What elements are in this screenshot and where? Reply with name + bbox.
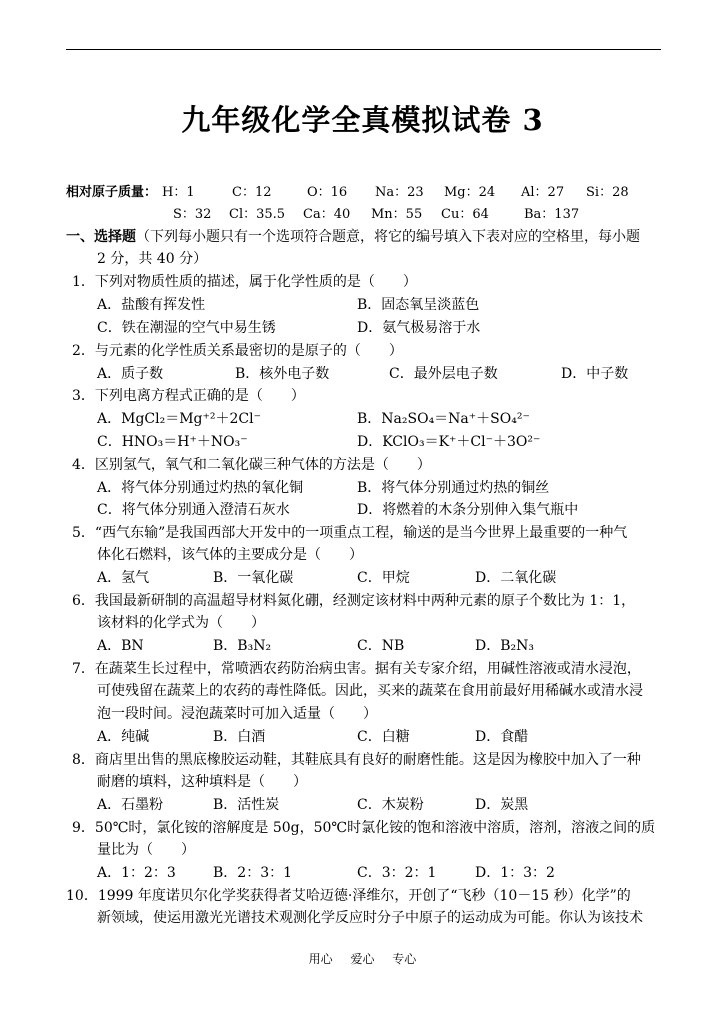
- question-2-stem: 2．与元素的化学性质关系最密切的是原子的（ ）: [72, 343, 403, 359]
- section-instruction: （下列每小题只有一个选项符合题意，将它的编号填入下表对应的空格里，每小题: [136, 229, 640, 245]
- atomic-mass-c: C：12: [232, 185, 272, 200]
- question-6-option-d: D．B₂N₃: [475, 638, 534, 654]
- question-7-stem-line3: 泡一段时间。浸泡蔬菜时可加入适量（ ）: [97, 706, 377, 722]
- atomic-mass-ca: Ca：40: [303, 207, 351, 222]
- question-8-option-c: C．木炭粉: [357, 797, 424, 813]
- atomic-mass-al: Al：27: [521, 185, 565, 200]
- question-7-stem-line2: 可使残留在蔬菜上的农药的毒性降低。因此，买来的蔬菜在食用前最好用稀碱水或清水浸: [97, 683, 643, 699]
- question-3-stem: 3．下列电离方程式正确的是（ ）: [72, 388, 305, 404]
- question-3-option-d: D．KClO₃＝K⁺＋Cl⁻＋3O²⁻: [357, 434, 541, 450]
- page-title: 九年级化学全真模拟试卷 3: [181, 103, 544, 137]
- question-6-option-c: C．NB: [357, 638, 405, 654]
- question-6-option-b: B．B₃N₂: [213, 638, 272, 654]
- question-4-option-a: A．将气体分别通过灼热的氧化铜: [97, 480, 304, 496]
- question-9-stem-line1: 9．50℃时，氯化铵的溶解度是 50g，50℃时氯化铵的饱和溶液中溶质，溶剂，溶液之间的质: [72, 820, 656, 836]
- question-8-option-d: D．炭黑: [475, 797, 529, 813]
- atomic-mass-mn: Mn：55: [371, 207, 423, 222]
- question-3-option-a: A．MgCl₂＝Mg⁺²＋2Cl⁻: [97, 411, 261, 427]
- question-2-option-c: C．最外层电子数: [389, 366, 498, 382]
- section-heading: 一、选择题: [66, 229, 136, 245]
- question-7-option-c: C．白糖: [357, 729, 410, 745]
- question-4-stem: 4．区别氢气，氧气和二氧化碳三种气体的方法是（ ）: [72, 457, 431, 473]
- question-1-option-b: B．固态氧呈淡蓝色: [357, 297, 480, 313]
- atomic-mass-cl: Cl：35.5: [229, 207, 286, 222]
- question-9-option-d: D．1：3：2: [475, 865, 555, 881]
- atomic-mass-na: Na：23: [375, 185, 424, 200]
- question-8-option-b: B．活性炭: [213, 797, 280, 813]
- question-6-option-a: A．BN: [97, 638, 144, 654]
- question-2-option-b: B．核外电子数: [235, 366, 330, 382]
- question-5-option-b: B．一氧化碳: [213, 570, 294, 586]
- question-8-stem-line1: 8．商店里出售的黑底橡胶运动鞋，其鞋底具有良好的耐磨性能。这是因为橡胶中加入了一种: [72, 752, 641, 768]
- atomic-mass-mg: Mg：24: [444, 185, 496, 200]
- question-4-option-c: C．将气体分别通入澄清石灰水: [97, 502, 290, 518]
- question-9-option-c: C．3：2：1: [357, 865, 437, 881]
- question-7-option-a: A．纯碱: [97, 729, 150, 745]
- atomic-mass-h: H：1: [162, 185, 195, 200]
- question-5-stem-line1: 5．“西气东输”是我国西部大开发中的一项重点工程，输送的是当今世界上最重要的一种气: [72, 525, 628, 541]
- atomic-mass-s: S：32: [173, 207, 212, 222]
- question-5-option-c: C．甲烷: [357, 570, 410, 586]
- question-2-option-a: A．质子数: [97, 366, 164, 382]
- question-7-option-b: B．白酒: [213, 729, 266, 745]
- question-4-option-b: B．将气体分别通过灼热的铜丝: [357, 480, 550, 496]
- atomic-mass-ba: Ba：137: [524, 207, 580, 222]
- question-9-option-b: B．2：3：1: [213, 865, 293, 881]
- atomic-mass-label: 相对原子质量：: [66, 185, 158, 200]
- question-1-stem: 1．下列对物质性质的描述，属于化学性质的是（ ）: [72, 274, 417, 290]
- question-7-option-d: D．食醋: [475, 729, 529, 745]
- question-6-stem-line2: 该材料的化学式为（ ）: [97, 615, 265, 631]
- atomic-mass-cu: Cu：64: [441, 207, 489, 222]
- question-4-option-d: D．将燃着的木条分别伸入集气瓶中: [357, 502, 579, 518]
- atomic-mass-o: O：16: [307, 185, 348, 200]
- question-10-stem-line2: 新领域，使运用激光光谱技术观测化学反应时分子中原子的运动成为可能。你认为该技术: [97, 910, 643, 926]
- question-8-option-a: A．石墨粉: [97, 797, 164, 813]
- question-7-stem-line1: 7．在蔬菜生长过程中，常喷洒农药防治病虫害。据有关专家介绍，用碱性溶液或清水浸泡，: [72, 661, 641, 677]
- section-instruction-cont: 2 分，共 40 分）: [97, 251, 208, 267]
- section-heading-line: [66, 228, 640, 246]
- atomic-mass-si: Si：28: [586, 185, 629, 200]
- question-8-stem-line2: 耐磨的填料，这种填料是（ ）: [97, 774, 307, 790]
- question-1-option-c: C．铁在潮湿的空气中易生锈: [97, 320, 276, 336]
- question-9-option-a: A．1：2：3: [97, 865, 176, 881]
- question-5-option-a: A．氢气: [97, 570, 150, 586]
- question-3-option-b: B．Na₂SO₄＝Na⁺＋SO₄²⁻: [357, 411, 530, 427]
- question-6-stem-line1: 6．我国最新研制的高温超导材料氮化硼，经测定该材料中两种元素的原子个数比为 1：1，: [72, 593, 636, 609]
- question-3-option-c: C．HNO₃＝H⁺＋NO₃⁻: [97, 434, 248, 450]
- header-rule: [66, 49, 661, 50]
- question-5-stem-line2: 体化石燃料，该气体的主要成分是（ ）: [97, 547, 363, 563]
- question-2-option-d: D．中子数: [561, 366, 629, 382]
- page-footer: 用心 爱心 专心: [308, 952, 417, 966]
- question-5-option-d: D．二氧化碳: [475, 570, 557, 586]
- question-10-stem-line1: 10．1999 年度诺贝尔化学奖获得者艾哈迈德·泽维尔，开创了“飞秒（10－15 秒）化学”的: [66, 888, 631, 904]
- question-1-option-a: A．盐酸有挥发性: [97, 297, 206, 313]
- question-1-option-d: D．氨气极易溶于水: [357, 320, 481, 336]
- question-9-stem-line2: 量比为（ ）: [97, 842, 195, 858]
